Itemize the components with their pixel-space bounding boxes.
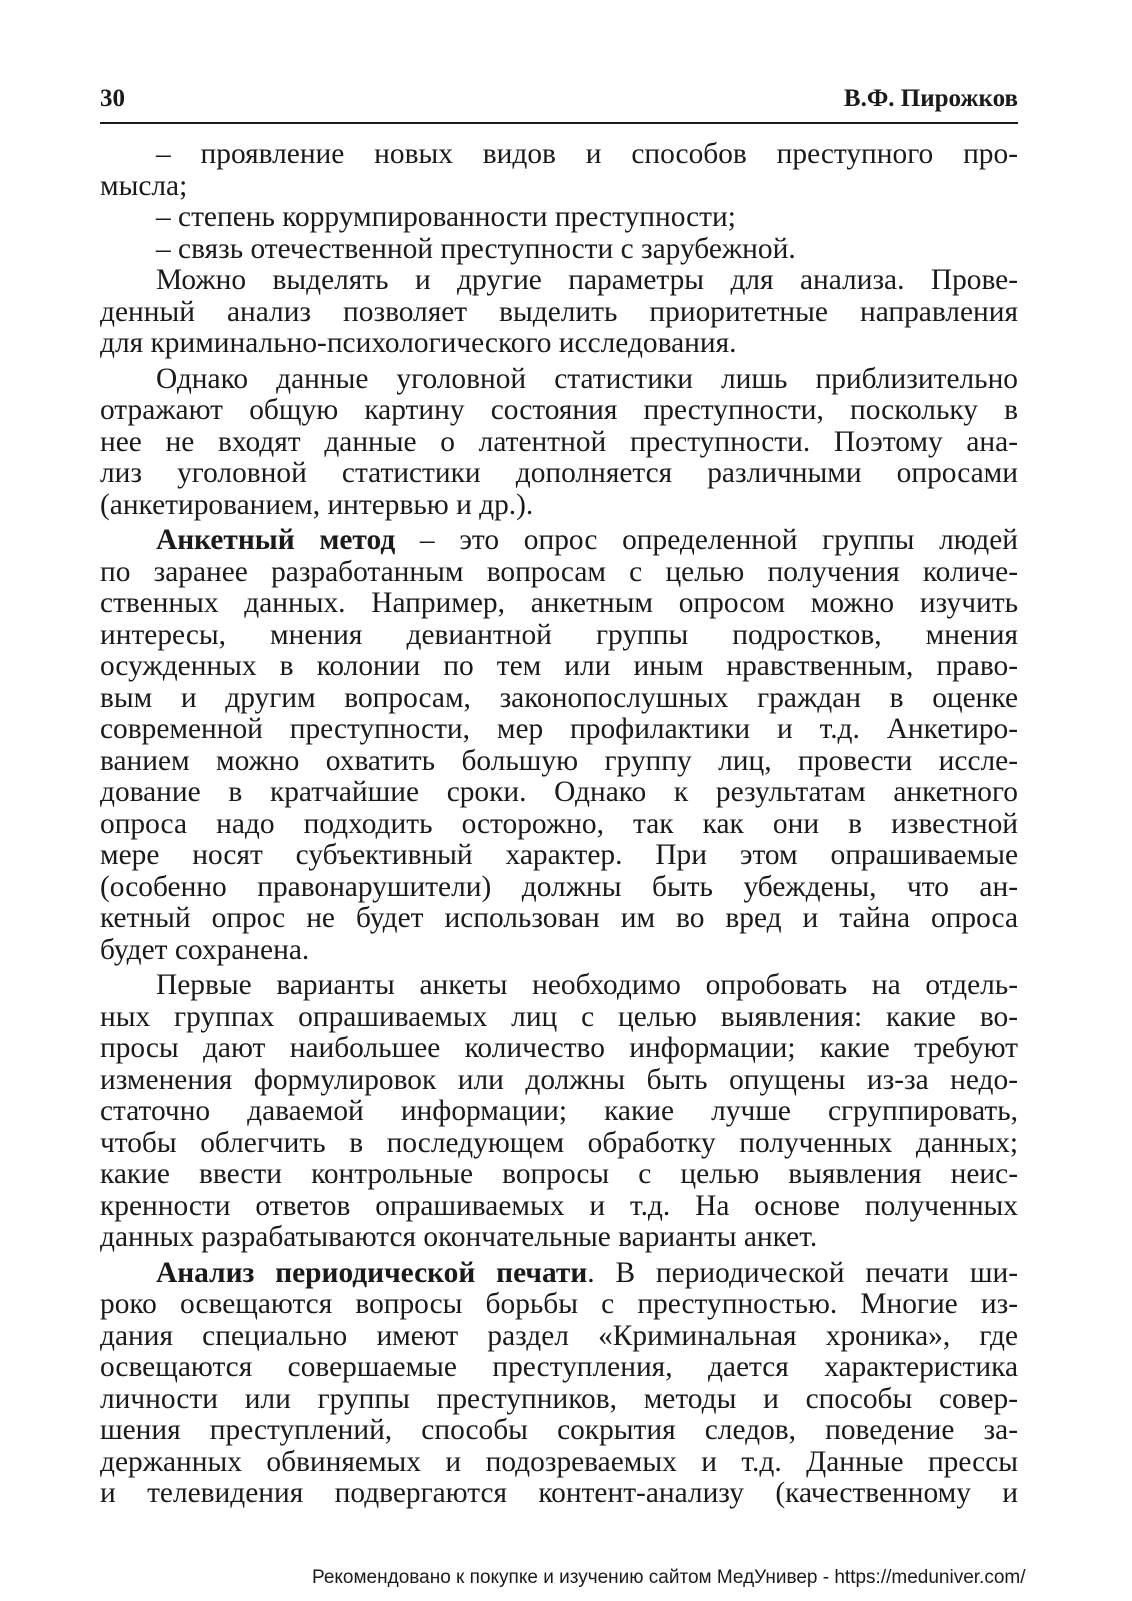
- text-line: (особенно правонарушители) должны быть убеждены, что ан-: [100, 870, 1018, 903]
- text-line: чтобы облегчить в последующем обработку полученных данных;: [100, 1126, 1018, 1159]
- text-line: данных разрабатываются окончательные варианты анкет.: [100, 1221, 818, 1253]
- text-line: для криминально-психологического исследования.: [100, 327, 737, 359]
- text-line: ных группах опрашиваемых лиц с целью выявления: какие во-: [100, 1000, 1018, 1033]
- text-line: кетный опрос не будет использован им во вред и тайна опроса: [100, 902, 1018, 934]
- text-line-with-term: [100, 1258, 1018, 1290]
- text-line: лиз уголовной статистики дополняется различными опросами: [100, 457, 1018, 489]
- text-line: дование в кратчайшие сроки. Однако к результатам анкетного: [100, 776, 1018, 808]
- text-line: по заранее разработанным вопросам с целью получения количе-: [100, 555, 1018, 588]
- page-number: 30: [100, 85, 125, 112]
- text-line: Можно выделять и другие параметры для анализа. Прове-: [156, 264, 1018, 296]
- text-line: и телевидения подвергаются контент-анализу (качественному и: [100, 1477, 1018, 1509]
- text-line: нее не входят данные о латентной преступности. Поэтому ана-: [100, 425, 1018, 458]
- text-run: – это опрос определенной группы людей: [395, 524, 1018, 556]
- footer-recommendation: Рекомендовано к покупке и изучению сайтом МедУнивер - https://meduniver.com/: [312, 1567, 1026, 1588]
- text-line: просы дают наибольшее количество информации; какие требуют: [100, 1032, 1018, 1064]
- text-line: вым и другим вопросам, законопослушных граждан в оценке: [100, 681, 1018, 714]
- text-line: освещаются совершаемые преступления, дается характеристика: [100, 1351, 1018, 1383]
- body-text: [100, 139, 1018, 1510]
- text-line: – степень коррумпированности преступности;: [156, 201, 736, 233]
- text-line: – связь отечественной преступности с зарубежной.: [156, 232, 796, 265]
- text-line: будет сохранена.: [100, 933, 310, 966]
- text-line: статочно даваемой информации; какие лучше сгруппировать,: [100, 1095, 1018, 1127]
- text-line: Однако данные уголовной статистики лишь приблизительно: [156, 362, 1018, 395]
- text-line: изменения формулировок или должны быть опущены из-за недо-: [100, 1063, 1018, 1096]
- running-head-author: В.Ф. Пирожков: [843, 85, 1018, 112]
- header-rule: [100, 122, 1018, 124]
- page-header: [100, 84, 1018, 120]
- term-periodical-analysis: Анализ периодической печати: [156, 1256, 588, 1289]
- text-line: ванием можно охватить большую группу лиц, провести иссле-: [100, 744, 1018, 777]
- text-line: мере носят субъективный характер. При этом опрашиваемые: [100, 839, 1018, 871]
- text-line: опроса надо подходить осторожно, так как они в известной: [100, 807, 1018, 840]
- text-line: шения преступлений, способы сокрытия следов, поведение за-: [100, 1414, 1018, 1446]
- text-line: современной преступности, мер профилактики и т.д. Анкетиро-: [100, 713, 1018, 745]
- text-line: мысла;: [100, 169, 188, 202]
- text-line-with-term: [100, 525, 1018, 557]
- text-line: интересы, мнения девиантной группы подростков, мнения: [100, 618, 1018, 651]
- text-line: (анкетированием, интервью и др.).: [100, 488, 534, 521]
- text-line: Первые варианты анкеты необходимо опробовать на отдель-: [156, 969, 1018, 1001]
- text-line: держанных обвиняемых и подозреваемых и т.д. Данные прессы: [100, 1445, 1018, 1478]
- text-line: личности или группы преступников, методы и способы совер-: [100, 1382, 1018, 1415]
- text-line: кренности ответов опрашиваемых и т.д. На основе полученных: [100, 1189, 1018, 1222]
- term-questionnaire-method: Анкетный метод: [156, 524, 396, 556]
- text-line: какие ввести контрольные вопросы с целью выявления неис-: [100, 1158, 1018, 1190]
- text-line: роко освещаются вопросы борьбы с преступностью. Многие из-: [100, 1288, 1018, 1320]
- text-line: ственных данных. Например, анкетным опросом можно изучить: [100, 587, 1018, 619]
- text-line: отражают общую картину состояния преступности, поскольку в: [100, 394, 1018, 426]
- text-line: денный анализ позволяет выделить приоритетные направления: [100, 295, 1018, 328]
- text-run: . В периодической печати ши-: [587, 1256, 1018, 1289]
- text-line: дания специально имеют раздел «Криминальная хроника», где: [100, 1319, 1018, 1352]
- text-line: осужденных в колонии по тем или иным нравственным, право-: [100, 650, 1018, 682]
- text-line: – проявление новых видов и способов преступного про-: [156, 138, 1018, 170]
